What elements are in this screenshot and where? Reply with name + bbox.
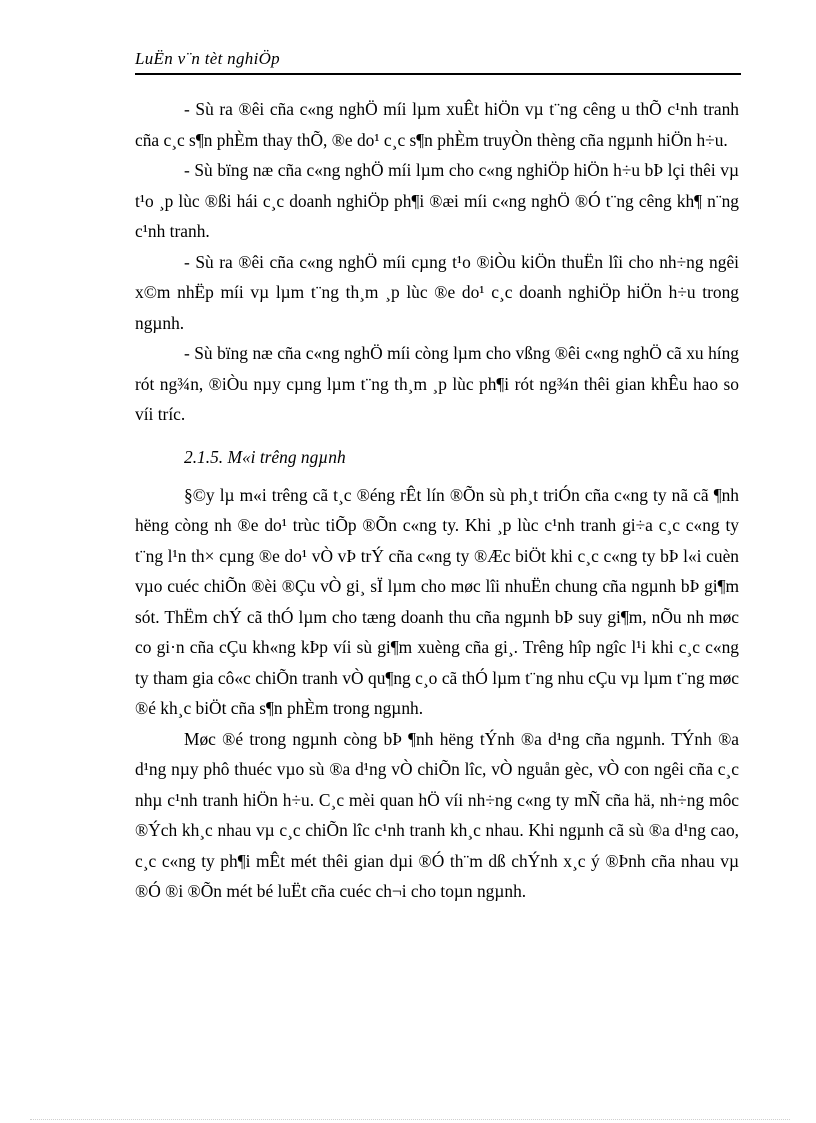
paragraph-industry-diversity: Møc ®é trong ngµnh còng bÞ ¶nh hëng tÝnh ®a d¹ng cña ngµnh. TÝnh ®a d¹ng nµy phô thuéc vµo sù ®a d¹ng vÒ chiÕn lîc, vÒ nguån gèc, vÒ con ngêi cña c¸c nhµ c¹nh tranh hiÖn h÷u. C¸c mèi quan hÖ víi nh÷ng c«ng ty mÑ cña hä, nh÷ng môc ®Ých kh¸c nhau vµ c¸c chiÕn lîc c¹nh tranh kh¸c nhau. Khi ngµnh cã sù ®a d¹ng cao, c¸c c«ng ty ph¶i mÊt mét thêi gian dµi ®Ó th¨m dß chÝnh x¸c ý ®Þnh cña nhau vµ ®Ó ®i ®Õn mét bé luËt cña cuéc ch¬i cho toµn ngµnh. xyxy=(135,728,739,901)
page-bottom-border xyxy=(30,1119,790,1120)
paragraph-industry-environment: §©y lµ m«i trêng cã t¸c ®éng rÊt lín ®Õn sù ph¸t triÓn cña c«ng ty nã cã ¶nh hëng còng nh ®e do¹ trùc tiÕp ®Õn c«ng ty. Khi ¸p lùc c¹nh tranh gi÷a c¸c c«ng ty t¨ng l¹n th× cµng ®e do¹ vÒ vÞ trÝ cña c«ng ty ®Æc biÖt khi c¸c c«ng ty bÞ l«i cuèn vµo cuéc chiÕn ®èi ®Çu vÒ gi¸ sÏ lµm cho møc lîi nhuËn chung cña ngµnh bÞ gi¶m sót. ThËm chÝ cã thÓ lµm cho tæng doanh thu cña ngµnh bÞ suy gi¶m, nÕu nh møc co gi·n cña cÇu kh«ng kÞp víi sù gi¶m xuèng cña gi¸. Trêng hîp ngîc l¹i khi c¸c c«ng ty tham gia cô«c chiÕn tranh vÒ qu¶ng c¸o cã thÓ lµm t¨ng nhu cÇu vµ lµm t¨ng møc ®é kh¸c biÖt cña s¶n phÈm trong ngµnh. xyxy=(135,484,739,718)
paragraph-new-entrants: - Sù ra ®êi cña c«ng nghÖ míi cµng t¹o ®iÒu kiÖn thuËn lîi cho nh÷ng ngêi x©m nhËp míi vµ lµm t¨ng th¸m ¸p lùc ®e do¹ c¸c doanh nghiÖp hiÖn h÷u trong ngµnh. xyxy=(135,251,739,333)
header-title: LuËn v¨n tèt nghiÖp xyxy=(135,49,280,68)
page-header xyxy=(135,49,741,75)
paragraph-technology-lifecycle: - Sù bïng næ cña c«ng nghÖ míi còng lµm cho vßng ®êi c«ng nghÖ cã xu híng rót ng¾n, ®iÒu nµy cµng lµm t¨ng th¸m ¸p lùc ph¶i rót ng¾n thêi gian khÊu hao so víi tríc. xyxy=(135,343,739,424)
paragraph-technology-substitutes: - Sù ra ®êi cña c«ng nghÖ míi lµm xuÊt hiÖn vµ t¨ng cêng u thÕ c¹nh tranh cña c¸c s¶n phÈm thay thÕ, ®e do¹ c¸c s¶n phÈm truyÒn thèng cña ngµnh hiÖn h÷u. xyxy=(135,99,739,150)
body-text xyxy=(135,94,739,907)
paragraph-technology-obsolescence: - Sù bïng næ cña c«ng nghÖ míi lµm cho c«ng nghiÖp hiÖn h÷u bÞ lçi thêi vµ t¹o ¸p lùc ®ßi hái c¸c doanh nghiÖp ph¶i ®æi míi c«ng nghÖ ®Ó t¨ng cêng kh¶ n¨ng c¹nh tranh. xyxy=(135,160,739,241)
section-heading: 2.1.5. M«i trêng ngµnh xyxy=(184,446,346,467)
